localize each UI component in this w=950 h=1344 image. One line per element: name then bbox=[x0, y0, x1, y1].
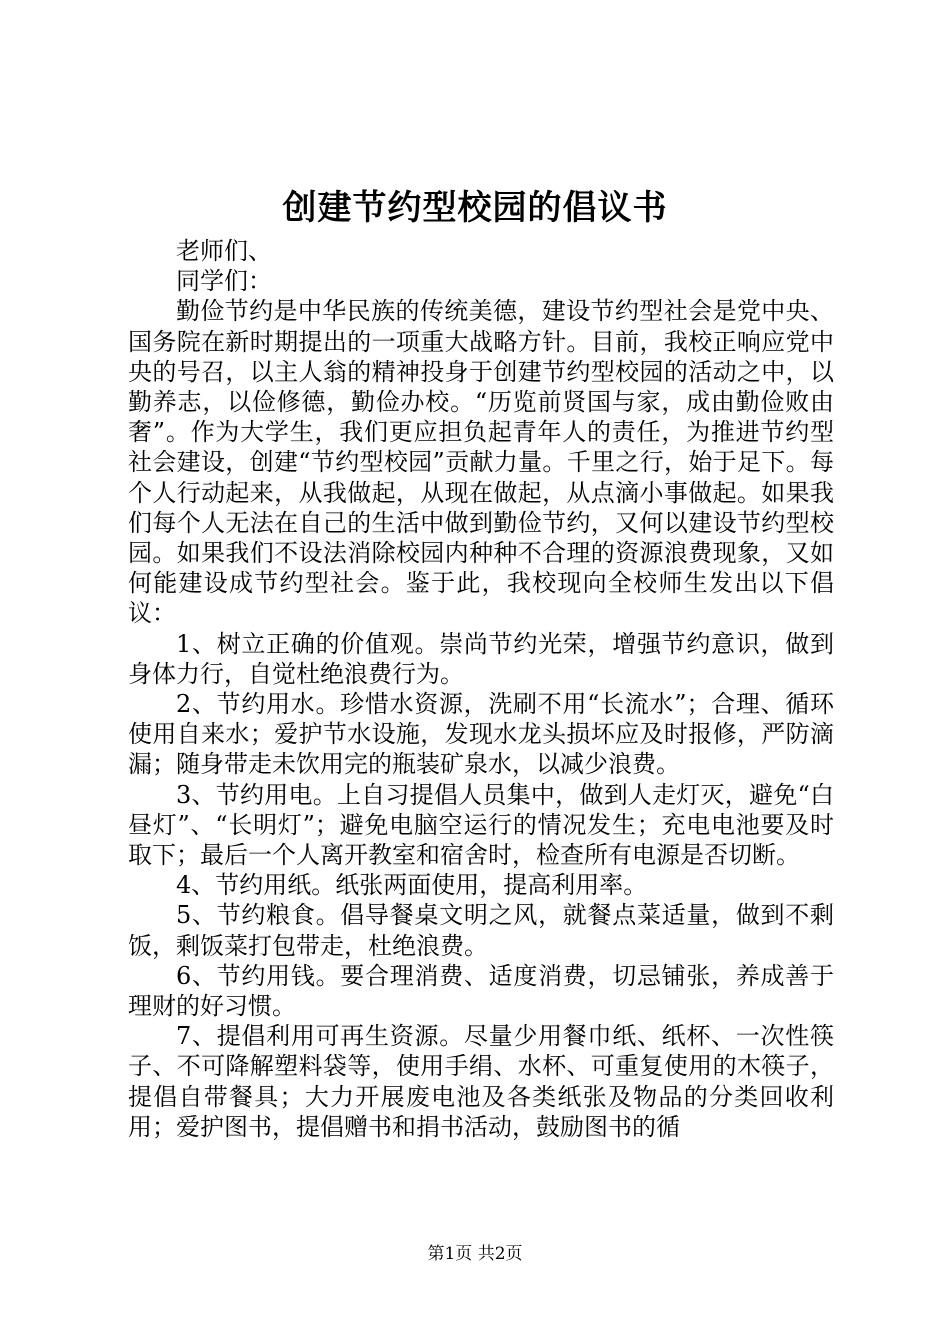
paragraph-item-2: 2、节约用水。珍惜水资源，洗刷不用“长流水”；合理、循环使用自来水；爱护节水设施，发现水龙头损坏应及时报修，严防滴漏；随身带走未饮用完的瓶装矿泉水，以减少浪费。 bbox=[128, 690, 834, 779]
paragraph-item-5: 5、节约粮食。倡导餐桌文明之风，就餐点菜适量，做到不剩饭，剩饭菜打包带走，杜绝浪费。 bbox=[128, 901, 834, 960]
document-title: 创建节约型校园的倡议书 bbox=[282, 188, 668, 228]
paragraph-item-1: 1、树立正确的价值观。崇尚节约光荣，增强节约意识，做到身体力行，自觉杜绝浪费行为。 bbox=[128, 629, 834, 688]
paragraph-item-4: 4、节约用纸。纸张两面使用，提高利用率。 bbox=[176, 871, 648, 900]
paragraph-item-7: 7、提倡利用可再生资源。尽量少用餐巾纸、纸杯、一次性筷子、不可降解塑料袋等，使用手绢、水杯、可重复使用的木筷子，提倡自带餐具；大力开展废电池及各类纸张及物品的分类回收利用；爱护图书，提倡赠书和捐书活动，鼓励图书的循 bbox=[128, 1022, 834, 1141]
page-number-footer: 第1页 共2页 bbox=[427, 1244, 523, 1264]
paragraph-intro: 勤俭节约是中华民族的传统美德，建设节约型社会是党中央、国务院在新时期提出的一项重大战略方针。目前，我校正响应党中央的号召，以主人翁的精神投身于创建节约型校园的活动之中，以勤养志，以俭修德，勤俭办校。“历览前贤国与家，成由勤俭败由奢”。作为大学生，我们更应担负起青年人的责任，为推进节约型社会建设，创建“节约型校园”贡献力量。千里之行，始于足下。每个人行动起来，从我做起，从现在做起，从点滴小事做起。如果我们每个人无法在自己的生活中做到勤俭节约，又何以建设节约型校园。如果我们不设法消除校园内种种不合理的资源浪费现象，又如何能建设成节约型社会。鉴于此，我校现向全校师生发出以下倡议： bbox=[128, 297, 834, 628]
salutation-students: 同学们： bbox=[176, 267, 272, 296]
paragraph-item-6: 6、节约用钱。要合理消费、适度消费，切忌铺张，养成善于理财的好习惯。 bbox=[128, 961, 834, 1021]
salutation-teachers: 老师们、 bbox=[176, 237, 272, 265]
paragraph-item-3: 3、节约用电。上自习提倡人员集中，做到人走灯灭，避免“白昼灯”、“长明灯”；避免电脑空运行的情况发生；充电电池要及时取下；最后一个人离开教室和宿舍时，检查所有电源是否切断。 bbox=[128, 780, 834, 870]
document-body bbox=[128, 236, 834, 1142]
